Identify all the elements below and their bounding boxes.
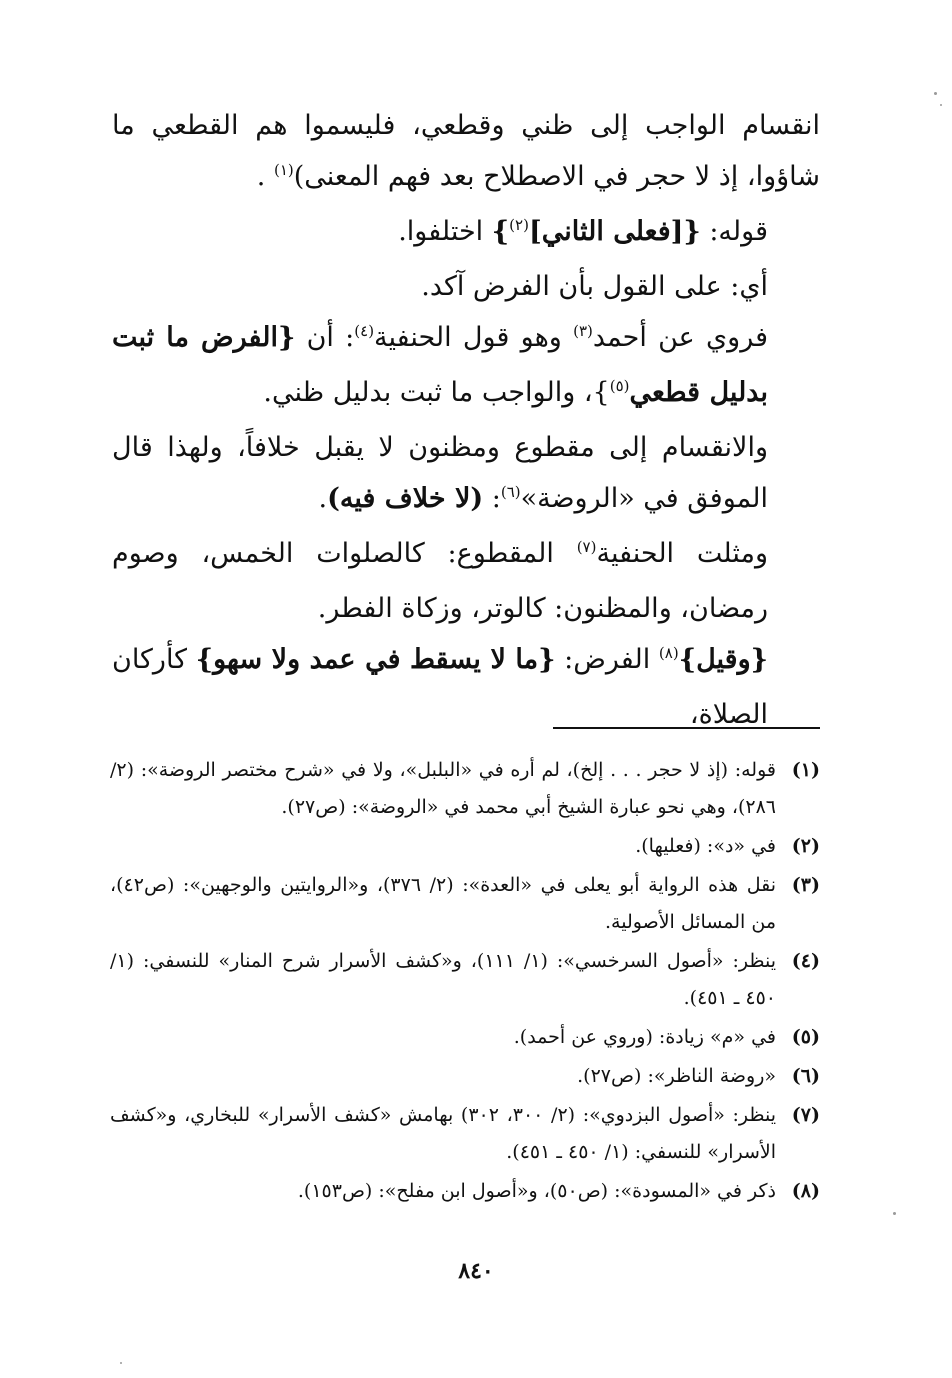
footnote-text: قوله: (إذ لا حجر . . . إلخ)، لم أره في «البلبل»، ولا في «شرح مختصر الروضة»: (٢/ ٢٨٦)، وهي نحو عبارة الشيخ أبي محمد في «الروضة»: (ص٢٧). (110, 759, 776, 818)
footnote-text: في «د»: (فعليها). (635, 835, 776, 857)
paragraph-4-quote: {الفرض ما ثبت بدليل قطعي (112, 322, 768, 408)
paragraph-5-b: : (483, 483, 501, 514)
paragraph-2-rest: اختلفوا. (398, 216, 492, 247)
footnote-number: (٤) (791, 950, 820, 972)
paragraph-1-text: انقسام الواجب إلى ظني وقطعي، فليسموا هم القطعي ما شاؤوا، إذ لا حجر في الاصطلاح بعد فهم المعنى) (112, 110, 820, 192)
footnote-3 (110, 867, 820, 941)
footnote-text: نقل هذه الرواية أبو يعلى في «العدة»: (٢/ ٣٧٦)، و«الروايتين والوجهين»: (ص٤٢)، من المسائل الأصولية. (110, 874, 776, 933)
paragraph-2-quote: {[فعلى الثاني] (528, 216, 701, 247)
scan-speck (893, 1212, 896, 1215)
footnote-text: ينظر: «أصول البزدوي»: (٢/ ٣٠٠، ٣٠٢) بهامش «كشف الأسرار» للبخاري، و«كشف الأسرار» للنسفي: (١/ ٤٥٠ ـ ٤٥١). (110, 1104, 777, 1163)
footnote-1 (110, 752, 820, 826)
footnote-ref-7: (٧) (576, 538, 597, 556)
paragraph-1 (112, 100, 820, 206)
scan-speck (120, 1362, 122, 1364)
footnote-ref-8: (٨) (658, 644, 679, 662)
paragraph-2-lead: قوله: (700, 216, 768, 247)
footnote-number: (١) (791, 759, 820, 781)
footnote-number: (٣) (791, 874, 820, 896)
footnote-ref-6: (٦) (500, 483, 521, 501)
paragraph-4-c: : أن (295, 322, 355, 353)
footnote-ref-4: (٤) (354, 322, 375, 340)
page-number: ٨٤٠ (458, 1258, 494, 1284)
paragraph-7-quote-1: {وقيل} (678, 644, 768, 675)
footnote-7 (110, 1097, 820, 1171)
footnote-4 (110, 943, 820, 1017)
paragraph-5-quote: (لا خلاف فيه) (327, 483, 484, 514)
footnote-text: ينظر: «أصول السرخسي»: (١/ ١١١)، و«كشف الأسرار شرح المنار» للنسفي: (١/ ٤٥٠ ـ ٤٥١). (110, 950, 776, 1009)
paragraph-4-a: فروي عن أحمد (592, 322, 769, 353)
paragraph-3: أي: على القول بأن الفرض آكد. (421, 271, 768, 302)
paragraph-2-quote-close: } (491, 216, 510, 247)
footnotes-section (110, 752, 820, 1212)
scan-speck (934, 92, 937, 95)
paragraph-6-b: المقطوع: كالصلوات الخمس، وصوم رمضان، والمظنون: كالوتر، وزكاة الفطر. (112, 538, 768, 624)
footnote-number: (٢) (791, 835, 820, 857)
footnote-text: في «م» زيادة: (وروي عن أحمد). (513, 1026, 776, 1048)
paragraph-4-b: وهو قول الحنفية (374, 322, 574, 353)
paragraph-5 (112, 422, 820, 528)
paragraph-7 (112, 634, 820, 740)
scan-speck (940, 104, 942, 106)
footnote-text: «روضة الناظر»: (ص٢٧). (577, 1065, 776, 1087)
paragraph-6-a: ومثلت الحنفية (596, 538, 768, 569)
footnote-ref-3: (٣) (573, 322, 593, 340)
paragraph-7-a: الفرض: (555, 644, 659, 675)
footnote-8 (110, 1173, 820, 1210)
footnote-divider (553, 727, 820, 729)
footnote-2 (110, 828, 820, 865)
footnote-number: (٨) (791, 1180, 820, 1202)
paragraph-5-end: . (318, 483, 328, 514)
paragraph-4 (112, 312, 820, 422)
paragraph-4-d: }، والواجب ما ثبت بدليل ظني. (263, 377, 610, 408)
paragraph-6 (112, 528, 820, 634)
footnote-ref-2: (٢) (509, 216, 529, 234)
main-text-body (112, 100, 820, 740)
footnote-5 (110, 1019, 820, 1056)
paragraph-1-end: . (256, 161, 274, 192)
footnote-ref-1: (١) (273, 161, 294, 179)
paragraph-7-b: كأركان الصلاة، (112, 644, 768, 730)
footnote-ref-5: (٥) (609, 377, 630, 395)
footnote-6 (110, 1058, 820, 1095)
footnote-text: ذكر في «المسودة»: (ص٥٠)، و«أصول ابن مفلح»: (ص١٥٣). (297, 1180, 776, 1202)
footnote-number: (٥) (791, 1026, 820, 1048)
paragraph-2 (112, 206, 820, 261)
paragraph-5-a: والانقسام إلى مقطوع ومظنون لا يقبل خلافاً، ولهذا قال الموفق في «الروضة» (112, 432, 768, 514)
footnote-number: (٧) (791, 1104, 820, 1126)
paragraph-7-quote-2: {ما لا يسقط في عمد ولا سهو} (195, 644, 556, 675)
footnote-number: (٦) (791, 1065, 820, 1087)
